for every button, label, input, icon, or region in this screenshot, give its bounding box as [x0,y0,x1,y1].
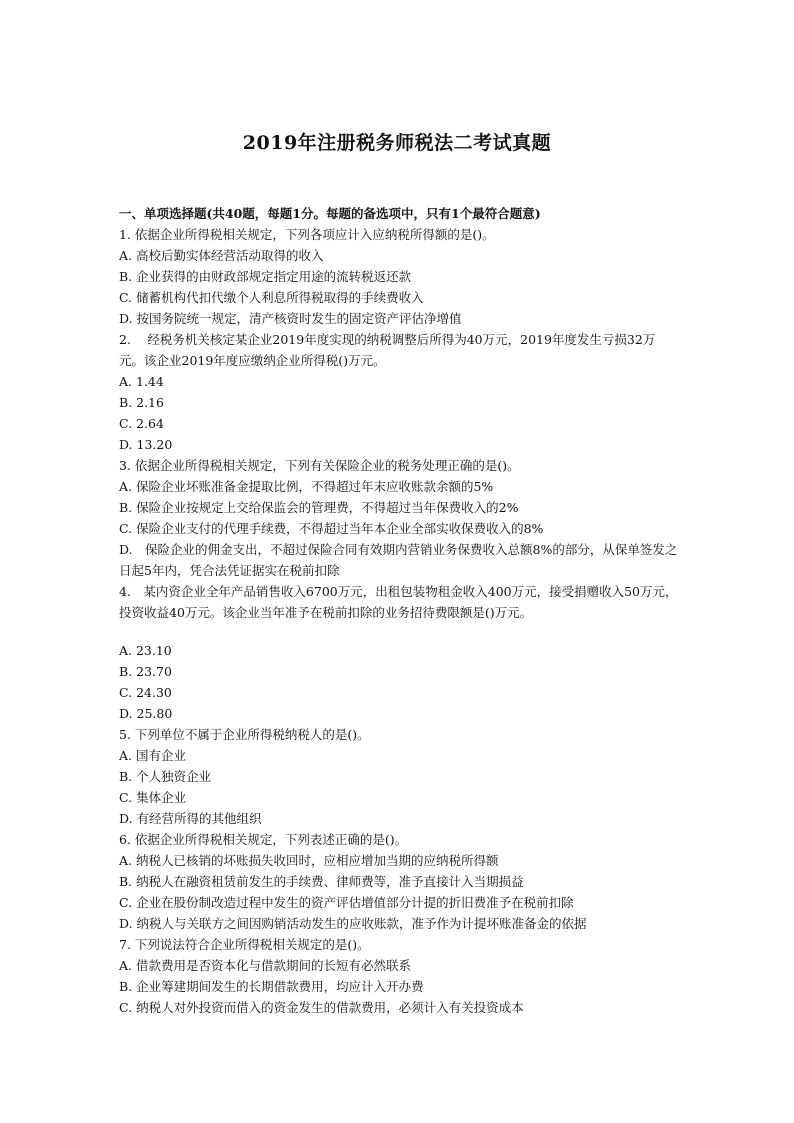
option: C. 2.64 [119,416,164,431]
option: B. 企业筹建期间发生的长期借款费用，均应计入开办费 [119,979,424,994]
option: C. 集体企业 [119,790,187,805]
option: B. 2.16 [119,395,164,410]
option: C. 企业在股份制改造过程中发生的资产评估增值部分计提的折旧费准予在税前扣除 [119,895,574,910]
option: D. 13.20 [119,437,173,452]
question-stem: 5. 下列单位不属于企业所得税纳税人的是()。 [119,727,370,742]
page-title: 2019年注册税务师税法二考试真题 [242,132,552,154]
question-stem: 4. 某内资企业全年产品销售收入6700万元，出租包装物租金收入400万元，接受捐赠收入50万元，投资收益40万元。该企业当年准予在税前扣除的业务招待费限额是()万元。 [119,584,678,620]
option: B. 个人独资企业 [119,769,212,784]
option: C. 保险企业支付的代理手续费，不得超过当年本企业全部实收保费收入的8% [119,521,544,536]
option: D. 纳税人与关联方之间因购销活动发生的应收账款，准予作为计提坏账准备金的依据 [119,916,587,931]
question-stem: 6. 依据企业所得税相关规定，下列表述正确的是()。 [119,832,408,847]
section-heading: 一、单项选择题(共40题，每题1分。每题的备选项中，只有1个最符合题意) [119,206,541,221]
question-stem: 3. 依据企业所得税相关规定，下列有关保险企业的税务处理正确的是()。 [119,458,520,473]
option: A. 保险企业坏账准备金提取比例，不得超过年末应收账款余额的5% [119,479,494,494]
option: B. 纳税人在融资租赁前发生的手续费、律师费等，准予直接计入当期损益 [119,874,524,889]
option: A. 1.44 [119,374,164,389]
document-body [119,203,679,1018]
option: A. 高校后勤实体经营活动取得的收入 [119,248,324,263]
option: A. 纳税人已核销的坏账损失收回时，应相应增加当期的应纳税所得额 [119,853,499,868]
question-stem: 7. 下列说法符合企业所得税相关规定的是()。 [119,937,370,952]
option: D. 保险企业的佣金支出，不超过保险合同有效期内营销业务保费收入总额8%的部分，从保单签发之日起5年内，凭合法凭证据实在税前扣除 [119,542,678,578]
option: A. 借款费用是否资本化与借款期间的长短有必然联系 [119,958,411,973]
option: D. 按国务院统一规定，清产核资时发生的固定资产评估净增值 [119,311,462,326]
option: C. 纳税人对外投资而借入的资金发生的借款费用，必须计入有关投资成本 [119,1000,524,1015]
question-stem: 1. 依据企业所得税相关规定，下列各项应计入应纳税所得额的是()。 [119,227,495,242]
option: D. 有经营所得的其他组织 [119,811,262,826]
option: C. 储蓄机构代扣代缴个人利息所得税取得的手续费收入 [119,290,424,305]
option: D. 25.80 [119,706,173,721]
option: B. 23.70 [119,664,172,679]
option: B. 企业获得的由财政部规定指定用途的流转税返还款 [119,269,412,284]
option: C. 24.30 [119,685,172,700]
question-stem: 2. 经税务机关核定某企业2019年度实现的纳税调整后所得为40万元，2019年度发生亏损32万元。该企业2019年度应缴纳企业所得税()万元。 [119,332,656,368]
option: A. 23.10 [119,643,172,658]
option: A. 国有企业 [119,748,186,763]
option: B. 保险企业按规定上交给保监会的管理费，不得超过当年保费收入的2% [119,500,519,515]
